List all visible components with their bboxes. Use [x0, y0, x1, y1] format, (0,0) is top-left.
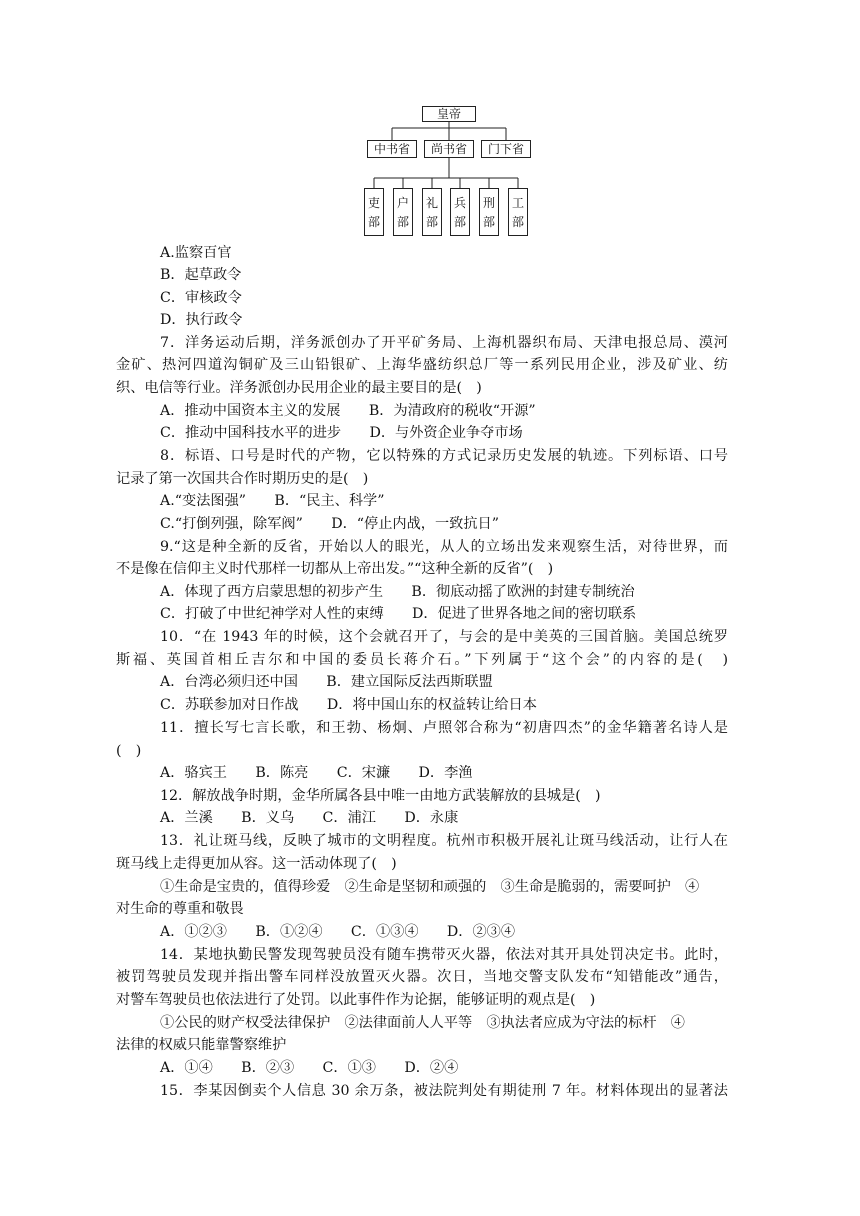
ministry-box — [450, 188, 470, 236]
text-line-content: ①公民的财产权受法律保护 ②法律面前人人平等 ③执法者应成为守法的标杆 ④ — [160, 1015, 685, 1031]
text-line-content: 10．“在 1943 年的时候，这个会就召开了，与会的是中美英的三国首脑。美国总统罗 — [160, 629, 728, 645]
ministry-char: 部 — [453, 214, 466, 229]
text-line-content: C．推动中国科技水平的进步 D．与外资企业争夺市场 — [160, 425, 523, 441]
ministry-char: 刑 — [482, 195, 495, 210]
ministry-char: 部 — [425, 214, 438, 229]
text-line-content: 15．李某因倒卖个人信息 30 余万条，被法院判处有期徒刑 7 年。材料体现出的显著法 — [160, 1083, 728, 1099]
text-line-content: A．推动中国资本主义的发展 B．为清政府的税收“开源” — [160, 403, 536, 419]
ministry-char: 工 — [511, 195, 524, 210]
text-line-content: A．兰溪 B．义乌 C．浦江 D．永康 — [160, 810, 459, 826]
ministry-box — [508, 188, 528, 236]
text-line-content: 法律的权威只能靠警察维护 — [116, 1037, 287, 1053]
menxia-box: 门下省 — [481, 140, 531, 158]
text-line-content: A．台湾必须归还中国 B．建立国际反法西斯联盟 — [160, 674, 493, 690]
text-line-content: A．骆宾王 B．陈亮 C．宋濂 D．李渔 — [160, 765, 473, 781]
text-line-content: C.“打倒列强，除军阀” D．“停止内战，一致抗日” — [160, 516, 499, 532]
text-line-content: ( ) — [116, 743, 142, 759]
text-line-content: ①生命是宝贵的，值得珍爱 ②生命是坚韧和顽强的 ③生命是脆弱的，需要呵护 ④ — [160, 879, 700, 895]
text-line-content: C．审核政令 — [160, 290, 242, 306]
text-line-content: 9.“这是种全新的反省，开始以人的眼光，从人的立场出发来观察生活，对待世界，而 — [160, 539, 728, 555]
government-structure-diagram — [356, 98, 542, 244]
text-line-content: 斯福、英国首相丘吉尔和中国的委员长蒋介石。”下列属于“这个会”的内容的是( ) — [116, 652, 728, 668]
text-line-content: A.监察百官 — [160, 245, 232, 261]
text-line-content: 对生命的尊重和敬畏 — [116, 901, 244, 917]
ministry-box — [364, 188, 384, 236]
ministry-box — [393, 188, 413, 236]
text-line-content: 8．标语、口号是时代的产物，它以特殊的方式记录历史发展的轨迹。下列标语、口号 — [160, 448, 728, 464]
text-line-content: 7．洋务运动后期，洋务派创办了开平矿务局、上海机器织布局、天津电报总局、漠河 — [160, 335, 728, 351]
text-line-content: 14．某地执勤民警发现驾驶员没有随车携带灭火器，依法对其开具处罚决定书。此时， — [160, 947, 728, 963]
text-line-content: A．①④ B．②③ C．①③ D．②④ — [160, 1060, 459, 1076]
text-line-content: 斑马线上走得更加从容。这一活动体现了( ) — [116, 856, 397, 872]
text-line-content: 被罚驾驶员发现并指出警车同样没放置灭火器。次日，当地交警支队发布“知错能改”通告， — [116, 969, 728, 985]
ministry-box — [422, 188, 442, 236]
text-line-content: 织、电信等行业。洋务派创办民用企业的最主要目的是( ) — [116, 380, 482, 396]
text-line-content: 记录了第一次国共合作时期历史的是( ) — [116, 471, 369, 487]
shangshu-box: 尚书省 — [424, 140, 474, 158]
text-line-content: B．起草政令 — [160, 267, 242, 283]
ministry-char: 兵 — [453, 195, 466, 210]
ministry-char: 部 — [367, 214, 380, 229]
ministry-char: 户 — [396, 195, 409, 210]
ministry-char: 礼 — [425, 195, 438, 210]
ministry-char: 部 — [482, 214, 495, 229]
text-line-content: C．苏联参加对日作战 D．将中国山东的权益转让给日本 — [160, 697, 537, 713]
text-line-content: A.“变法图强” B．“民主、科学” — [160, 493, 385, 509]
ministry-box — [479, 188, 499, 236]
ministry-char: 部 — [396, 214, 409, 229]
zhongshu-box: 中书省 — [367, 140, 417, 158]
text-line-content: A．体现了西方启蒙思想的初步产生 B．彻底动摇了欧洲的封建专制统治 — [160, 584, 635, 600]
ministry-char: 吏 — [367, 195, 380, 210]
text-line-content: D．执行政令 — [160, 312, 243, 328]
text-line-content: 13．礼让斑马线，反映了城市的文明程度。杭州市积极开展礼让斑马线活动，让行人在 — [160, 833, 728, 849]
emperor-box: 皇帝 — [422, 106, 476, 122]
text-line-content: 不是像在信仰主义时代那样一切都从上帝出发。”“这种全新的反省”( ) — [116, 561, 554, 577]
text-line-content: 金矿、热河四道沟铜矿及三山铅银矿、上海华盛纺织总厂等一系列民用企业，涉及矿业、纺 — [116, 357, 728, 373]
text-line-content: 11．擅长写七言长歌，和王勃、杨炯、卢照邻合称为“初唐四杰”的金华籍著名诗人是 — [160, 720, 728, 736]
text-line-content: 12．解放战争时期，金华所属各县中唯一由地方武装解放的县城是( ) — [160, 788, 601, 804]
text-line-content: A．①②③ B．①②④ C．①③④ D．②③④ — [160, 924, 516, 940]
ministry-char: 部 — [511, 214, 524, 229]
text-line-content: 对警车驾驶员也依法进行了处罚。以此事件作为论据，能够证明的观点是( ) — [116, 992, 596, 1008]
text-line-content: C．打破了中世纪神学对人性的束缚 D．促进了世界各地之间的密切联系 — [160, 606, 637, 622]
